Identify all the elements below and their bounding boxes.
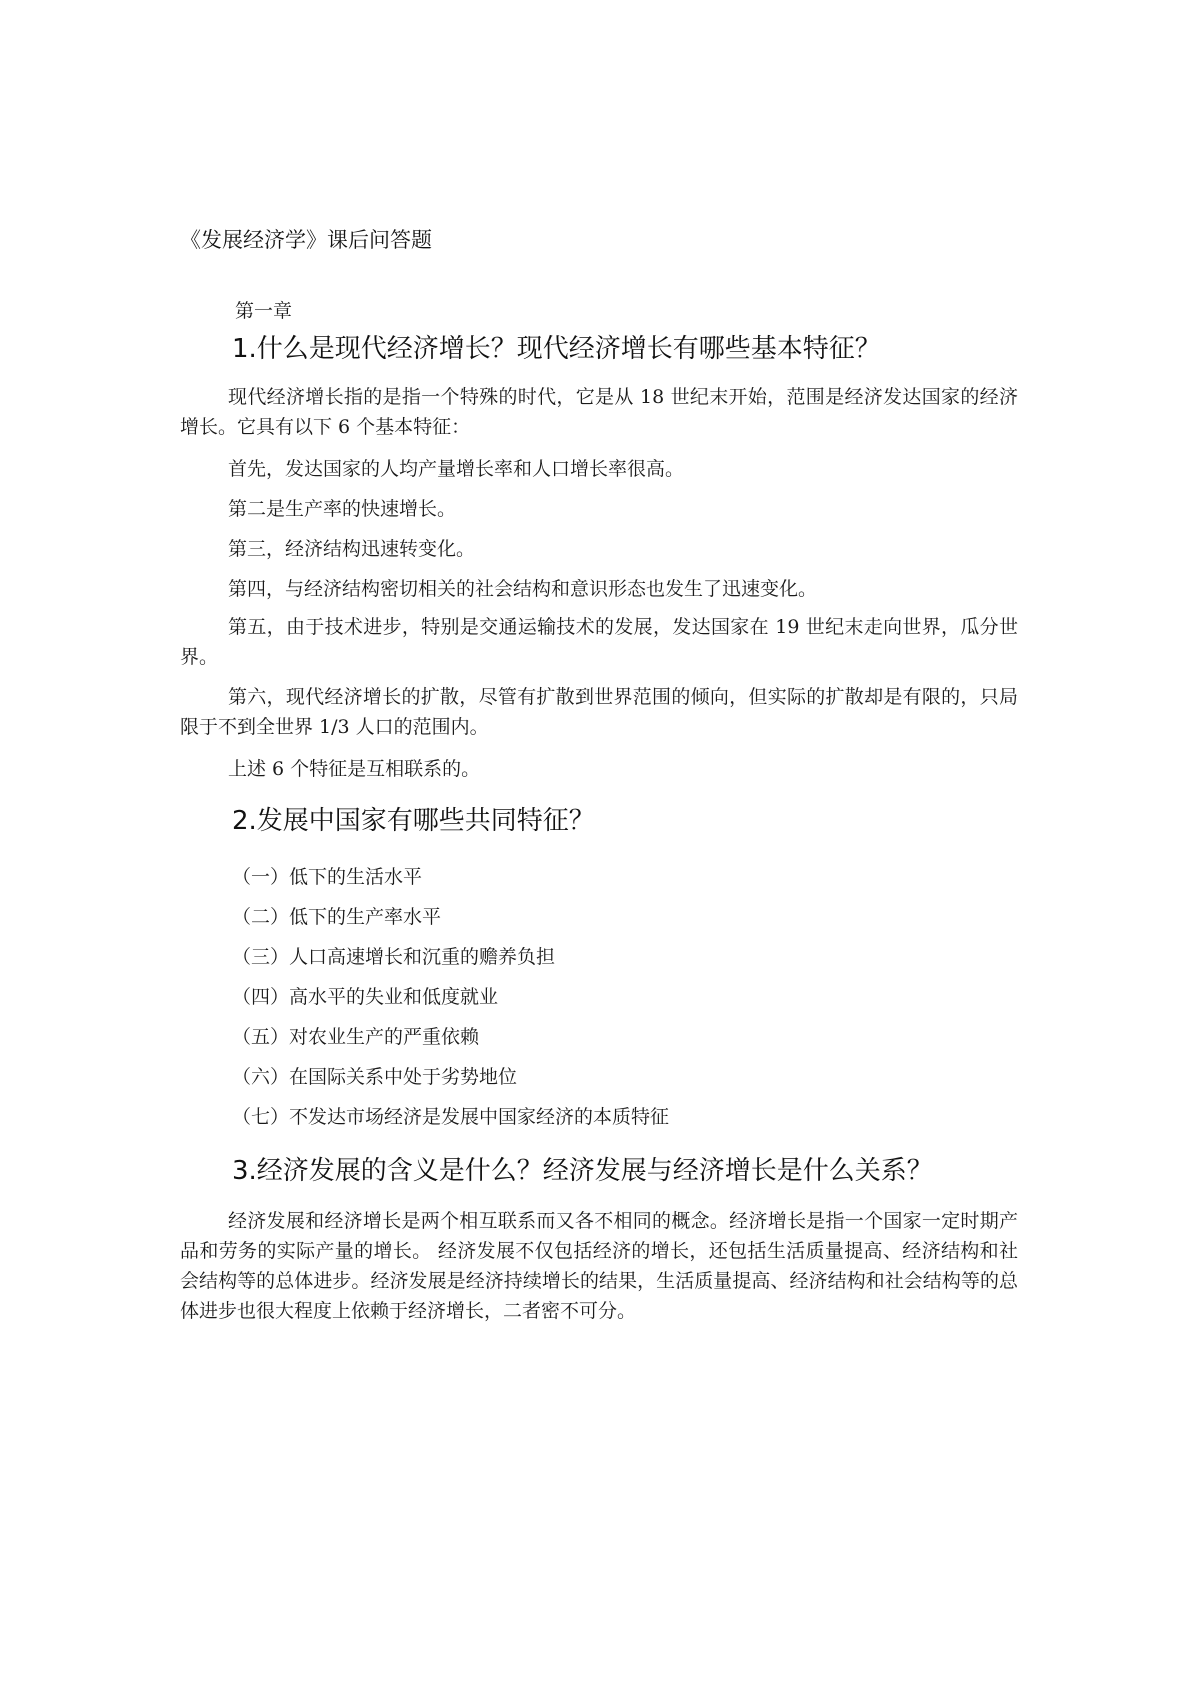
question-2-item: （一）低下的生活水平 bbox=[232, 866, 423, 888]
document-title: 《发展经济学》课后问答题 bbox=[180, 228, 432, 252]
question-1-point-5: 第五，由于技术进步，特别是交通运输技术的发展，发达国家在 19 世纪末走向世界，瓜分世界。 bbox=[180, 616, 1018, 668]
question-2-heading: 2.发展中国家有哪些共同特征？ bbox=[232, 806, 595, 836]
question-2-item: （三）人口高速增长和沉重的赡养负担 bbox=[232, 946, 556, 968]
question-2-item: （七）不发达市场经济是发展中国家经济的本质特征 bbox=[232, 1106, 670, 1128]
question-2-item: （四）高水平的失业和低度就业 bbox=[232, 986, 499, 1008]
chapter-label: 第一章 bbox=[235, 300, 293, 322]
question-1-point: 第二是生产率的快速增长。 bbox=[228, 498, 457, 520]
question-3-answer: 经济发展和经济增长是两个相互联系而又各不相同的概念。经济增长是指一个国家一定时期产品和劳务的实际产量的增长。 经济发展不仅包括经济的增长，还包括生活质量提高、经济结构和社会结构等的总体进步。经济发展是经济持续增长的结果，生活质量提高、经济结构和社会结构等的总体进步也很大程度上依赖于经济增长，二者密不可分。 bbox=[180, 1210, 1018, 1322]
question-1-point: 首先，发达国家的人均产量增长率和人口增长率很高。 bbox=[228, 458, 685, 480]
question-1-summary: 上述 6 个特征是互相联系的。 bbox=[228, 758, 481, 780]
question-1-point: 第三，经济结构迅速转变化。 bbox=[228, 538, 476, 560]
question-2-item: （二）低下的生产率水平 bbox=[232, 906, 442, 928]
question-3-heading: 3.经济发展的含义是什么？经济发展与经济增长是什么关系？ bbox=[232, 1156, 933, 1186]
question-2-item: （五）对农业生产的严重依赖 bbox=[232, 1026, 480, 1048]
question-1-point-6: 第六，现代经济增长的扩散，尽管有扩散到世界范围的倾向，但实际的扩散却是有限的，只局限于不到全世界 1/3 人口的范围内。 bbox=[180, 686, 1018, 738]
question-1-heading: 1.什么是现代经济增长？现代经济增长有哪些基本特征？ bbox=[232, 334, 881, 364]
question-1-point: 第四，与经济结构密切相关的社会结构和意识形态也发生了迅速变化。 bbox=[228, 578, 818, 600]
question-2-item: （六）在国际关系中处于劣势地位 bbox=[232, 1066, 518, 1088]
question-1-intro: 现代经济增长指的是指一个特殊的时代，它是从 18 世纪末开始，范围是经济发达国家的经济增长。它具有以下 6 个基本特征： bbox=[180, 386, 1018, 438]
